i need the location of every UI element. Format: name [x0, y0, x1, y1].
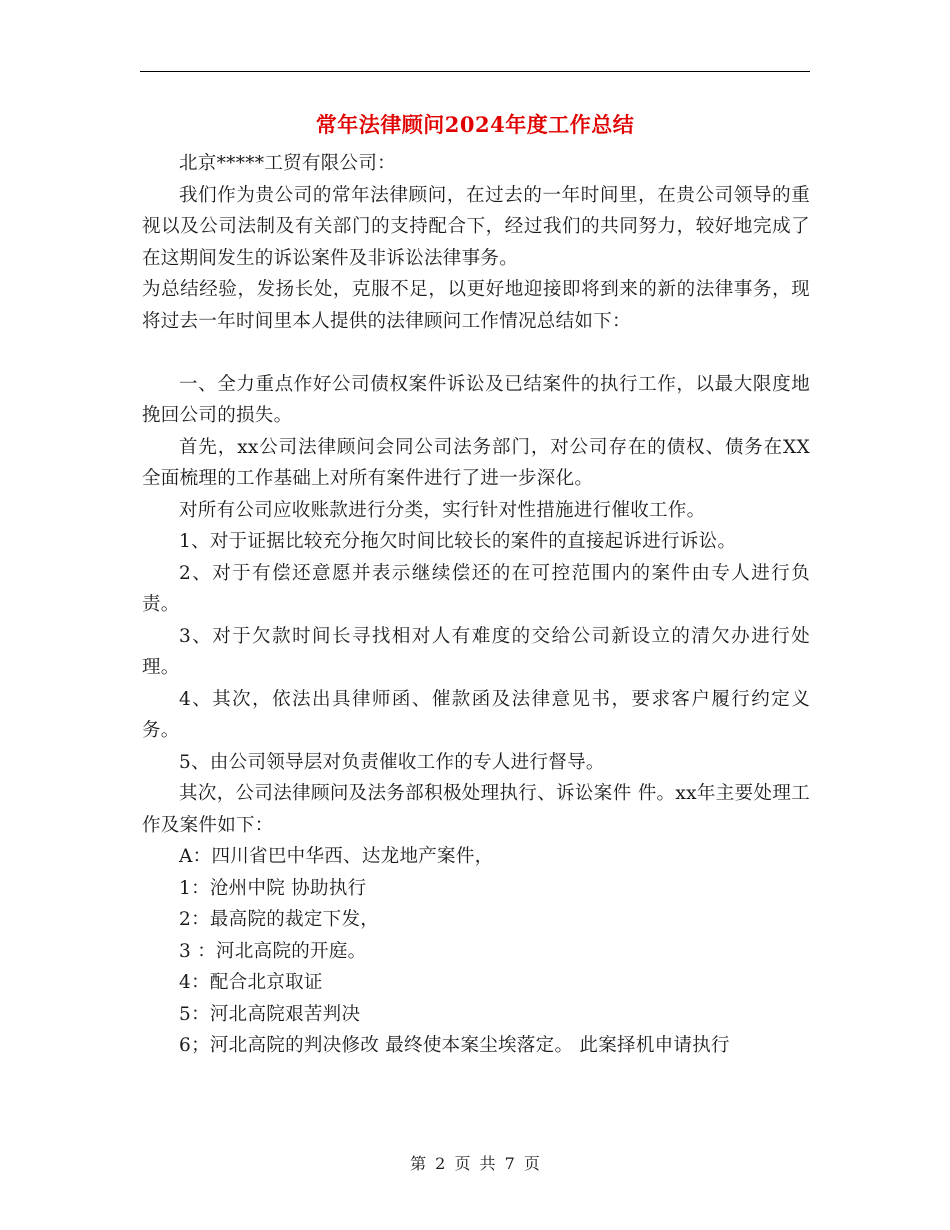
case-item: 4：配合北京取证 — [179, 972, 323, 993]
body-paragraph: 其次，公司法律顾问及法务部积极处理执行、诉讼案件 件。xx年主要处理工作及案件如下： — [142, 783, 810, 836]
salutation: 北京*****工贸有限公司： — [179, 153, 396, 174]
case-item: 2：最高院的裁定下发， — [179, 909, 380, 930]
case-item: 1：沧州中院 协助执行 — [179, 877, 367, 899]
body-paragraph: 对所有公司应收账款进行分类，实行针对性措施进行催收工作。 — [179, 499, 706, 521]
case-heading: A：四川省巴中华西、达龙地产案件， — [179, 846, 494, 867]
paragraph-gap — [142, 337, 810, 369]
case-item: 3 ：河北高院的开庭。 — [179, 940, 367, 962]
intro-paragraph: 我们作为贵公司的常年法律顾问，在过去的一年时间里，在贵公司领导的重视以及公司法制及有关部门的支持配合下，经过我们的共同努力，较好地完成了在这期间发生的诉讼案件及非诉讼法律事务。 — [142, 184, 810, 269]
body-paragraph: 首先，xx公司法律顾问会同公司法务部门，对公司存在的债权、债务在XX全面梳理的工作基础上对所有案件进行了进一步深化。 — [142, 436, 810, 489]
list-item: 4、其次，依法出具律师函、催款函及法律意见书，要求客户履行约定义务。 — [142, 688, 810, 741]
document-title: 常年法律顾问2024年度工作总结 — [315, 112, 635, 137]
case-item: 6；河北高院的判决修改 最终使本案尘埃落定。 此案择机申请执行 — [179, 1035, 730, 1056]
header-rule — [140, 71, 810, 72]
summary-paragraph: 为总结经验，发扬长处，克服不足，以更好地迎接即将到来的新的法律事务，现将过去一年时间里本人提供的法律顾问工作情况总结如下： — [142, 279, 810, 332]
section-heading-1: 一、全力重点作好公司债权案件诉讼及已结案件的执行工作，以最大限度地挽回公司的损失。 — [142, 373, 810, 426]
document-body — [142, 148, 810, 1062]
list-item: 3、对于欠款时间长寻找相对人有难度的交给公司新设立的清欠办进行处理。 — [142, 625, 810, 678]
page-number: 第 2 页 共 7 页 — [410, 1154, 540, 1173]
list-item: 1、对于证据比较充分拖欠时间比较长的案件的直接起诉进行诉讼。 — [179, 531, 737, 552]
case-item: 5：河北高院艰苦判决 — [179, 1003, 361, 1025]
list-item: 5、由公司领导层对负责催收工作的专人进行督导。 — [179, 751, 605, 773]
list-item: 2、对于有偿还意愿并表示继续偿还的在可控范围内的案件由专人进行负责。 — [142, 562, 810, 615]
